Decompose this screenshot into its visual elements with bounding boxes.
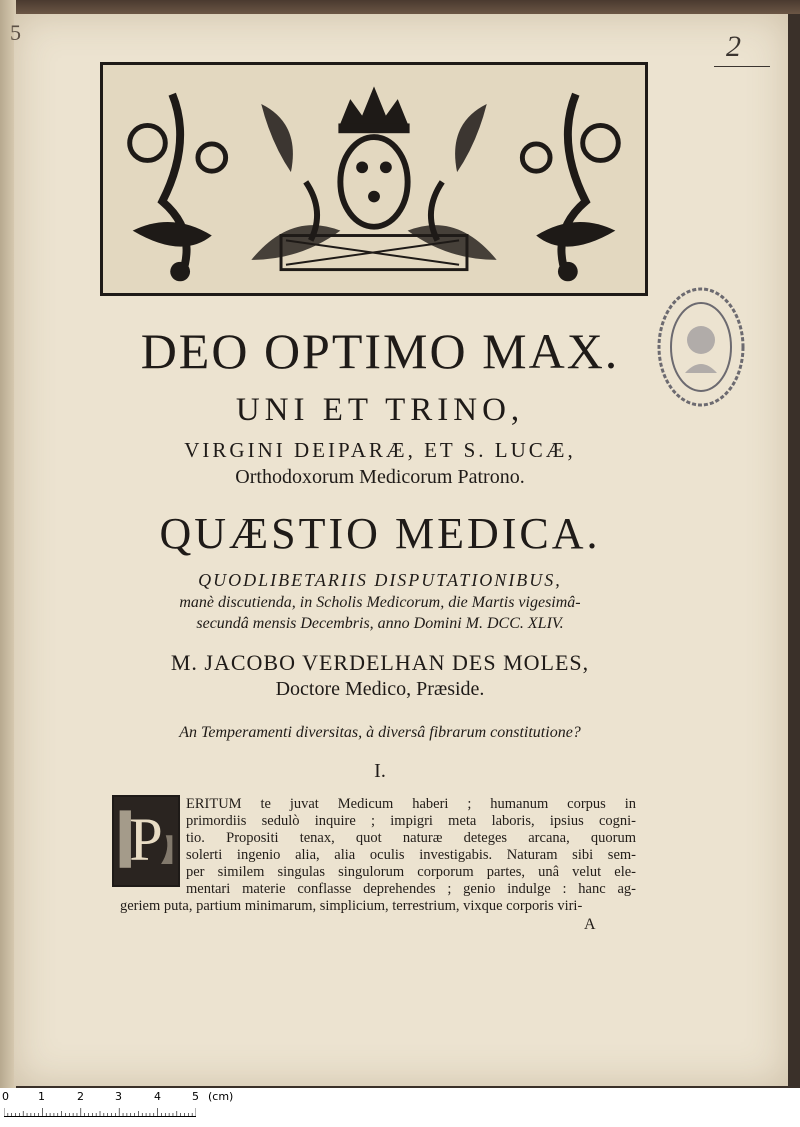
body-line: per similem singulas singulorum corporum partes, unâ velut ele-	[186, 864, 636, 880]
body-line: mentari materie conflasse deprehendes ; genio indulge : hanc ag-	[186, 881, 636, 897]
quaestio-line-2: manè discutienda, in Scholis Medicorum, die Martis vigesimâ-	[179, 594, 581, 611]
dedication-line-4: Orthodoxorum Medicorum Patrono.	[235, 466, 525, 488]
body-last-line: geriem puta, partium minimarum, simplicium, terrestrium, vixque corporis viri-	[120, 898, 583, 914]
dropcap-p-icon	[112, 795, 180, 887]
ruler-label: 3	[115, 1090, 122, 1103]
praeses-name: M. JACOBO VERDELHAN DES MOLES,	[170, 650, 590, 675]
royal-arms-ornament-icon	[100, 62, 648, 296]
dropcap-letter: P	[129, 806, 163, 875]
praeses-role: Doctore Medico, Præside.	[275, 678, 485, 700]
body-line: tio. Propositi tenax, quot naturæ deteges arcana, quorum	[186, 830, 636, 846]
body-line: ERITUM te juvat Medicum haberi ; humanum corpus in	[186, 796, 636, 812]
quaestio-heading: QUÆSTIO MEDICA.	[159, 509, 601, 558]
question-title: An Temperamenti diversitas, à diversâ fibrarum constitutione?	[179, 724, 581, 741]
folio-underline	[714, 66, 770, 67]
corner-mark: 5	[10, 20, 21, 45]
ruler-label: 0	[2, 1090, 9, 1103]
ruler-ticks	[4, 1108, 196, 1117]
ruler-label: 4	[154, 1090, 161, 1103]
ruler-label: 5	[192, 1090, 199, 1103]
quaestio-line-3: secundâ mensis Decembris, anno Domini M. DCC. XLIV.	[196, 615, 564, 632]
folio-number: 2	[726, 30, 741, 63]
body-line: solerti ingenio alia, alia oculis investigabis. Naturam sibi sem-	[186, 847, 636, 863]
dedication-line-3: VIRGINI DEIPARÆ, ET S. LUCÆ,	[184, 438, 576, 462]
ruler-label: 1	[38, 1090, 45, 1103]
faculty-seal-stamp-icon	[655, 285, 747, 410]
dedication-line-1: DEO OPTIMO MAX.	[140, 323, 620, 379]
scale-ruler	[0, 1088, 800, 1127]
dedication-line-2: UNI ET TRINO,	[235, 392, 525, 428]
body-line: primordiis sedulò inquire ; impigri meta laboris, ipsius cogni-	[186, 813, 636, 829]
book-top-edge	[0, 0, 800, 14]
section-number: I.	[374, 760, 386, 782]
ruler-label: 2	[77, 1090, 84, 1103]
signature-mark: A	[584, 916, 596, 933]
body-paragraph	[186, 796, 636, 898]
ruler-unit: (cm)	[208, 1090, 234, 1103]
quaestio-line-1: QUODLIBETARIIS DISPUTATIONIBUS,	[198, 570, 562, 590]
